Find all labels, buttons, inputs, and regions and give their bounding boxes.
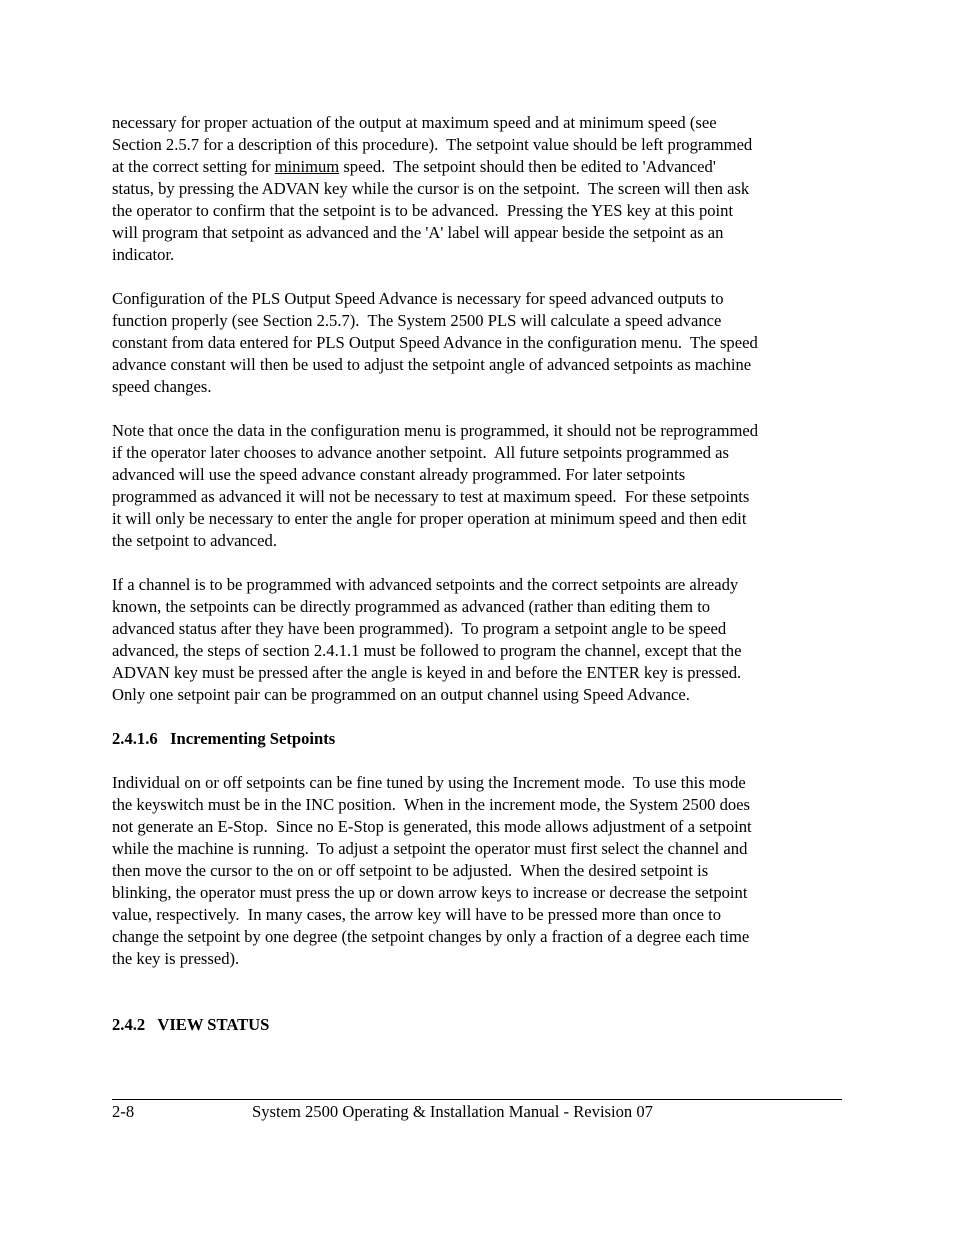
text-line: will program that setpoint as advanced and the 'A' label will appear beside the setpoint as an: [112, 223, 724, 242]
text-line: not generate an E-Stop. Since no E-Stop is generated, this mode allows adjustment of a setpoint: [112, 817, 752, 836]
text-line: If a channel is to be programmed with advanced setpoints and the correct setpoints are already: [112, 575, 739, 594]
text-line: it will only be necessary to enter the angle for proper operation at minimum speed and then edit: [112, 509, 747, 528]
section-heading-view-status: 2.4.2 VIEW STATUS: [112, 1015, 270, 1034]
text-line: the setpoint to advanced.: [112, 531, 277, 550]
text-fragment: at the correct setting for: [112, 157, 275, 176]
text-line: value, respectively. In many cases, the arrow key will have to be pressed more than once to: [112, 905, 721, 924]
text-line: known, the setpoints can be directly programmed as advanced (rather than editing them to: [112, 597, 711, 616]
paragraph-reprogramming-note: [112, 420, 844, 552]
text-line: blinking, the operator must press the up or down arrow keys to increase or decrease the setpoint: [112, 883, 748, 902]
text-line: advanced status after they have been programmed). To program a setpoint angle to be speed: [112, 619, 727, 638]
text-line: Individual on or off setpoints can be fine tuned by using the Increment mode. To use this mode: [112, 773, 746, 792]
text-line: advance constant will then be used to adjust the setpoint angle of advanced setpoints as machine: [112, 355, 752, 374]
text-line: indicator.: [112, 245, 175, 264]
emphasis-minimum: minimum: [274, 157, 340, 176]
text-line: advanced, the steps of section 2.4.1.1 must be followed to program the channel, except that the: [112, 641, 742, 660]
text-line: speed changes.: [112, 377, 212, 396]
text-line: necessary for proper actuation of the output at maximum speed and at minimum speed (see: [112, 113, 717, 132]
footer-divider: [112, 1099, 842, 1100]
text-line: [112, 156, 844, 178]
page-body: [112, 112, 844, 1058]
paragraph-direct-programming: [112, 574, 844, 706]
text-line: the operator to confirm that the setpoint is to be advanced. Pressing the YES key at this point: [112, 201, 734, 220]
text-line: Configuration of the PLS Output Speed Advance is necessary for speed advanced outputs to: [112, 289, 724, 308]
paragraph-increment-mode: [112, 772, 844, 970]
page-footer: [112, 1101, 842, 1167]
text-line: the key is pressed).: [112, 949, 240, 968]
text-line: advanced will use the speed advance constant already programmed. For later setpoints: [112, 465, 686, 484]
text-line: Section 2.5.7 for a description of this procedure). The setpoint value should be left programmed: [112, 135, 753, 154]
text-line: Note that once the data in the configuration menu is programmed, it should not be reprogrammed: [112, 421, 759, 440]
document-title: System 2500 Operating & Installation Manual - Revision 07: [252, 1102, 653, 1121]
text-line: while the machine is running. To adjust a setpoint the operator must first select the channel and: [112, 839, 748, 858]
text-line: status, by pressing the ADVAN key while the cursor is on the setpoint. The screen will then ask: [112, 179, 750, 198]
text-line: function properly (see Section 2.5.7). The System 2500 PLS will calculate a speed advance: [112, 311, 722, 330]
text-line: programmed as advanced it will not be necessary to test at maximum speed. For these setpoints: [112, 487, 750, 506]
paragraph-advanced-setpoint-procedure: [112, 112, 844, 266]
text-line: if the operator later chooses to advance another setpoint. All future setpoints programmed as: [112, 443, 730, 462]
page-number: 2-8: [112, 1102, 135, 1121]
text-line: ADVAN key must be pressed after the angle is keyed in and before the ENTER key is pressed.: [112, 663, 742, 682]
section-heading-incrementing-setpoints: 2.4.1.6 Incrementing Setpoints: [112, 729, 336, 748]
text-line: change the setpoint by one degree (the setpoint changes by only a fraction of a degree each time: [112, 927, 750, 946]
paragraph-speed-advance-configuration: [112, 288, 844, 398]
text-line: Only one setpoint pair can be programmed on an output channel using Speed Advance.: [112, 685, 690, 704]
text-line: then move the cursor to the on or off setpoint to be adjusted. When the desired setpoint is: [112, 861, 709, 880]
text-line: constant from data entered for PLS Output Speed Advance in the configuration menu. The speed: [112, 333, 758, 352]
text-line: the keyswitch must be in the INC position. When in the increment mode, the System 2500 does: [112, 795, 750, 814]
text-fragment: speed. The setpoint should then be edited to 'Advanced': [339, 157, 716, 176]
